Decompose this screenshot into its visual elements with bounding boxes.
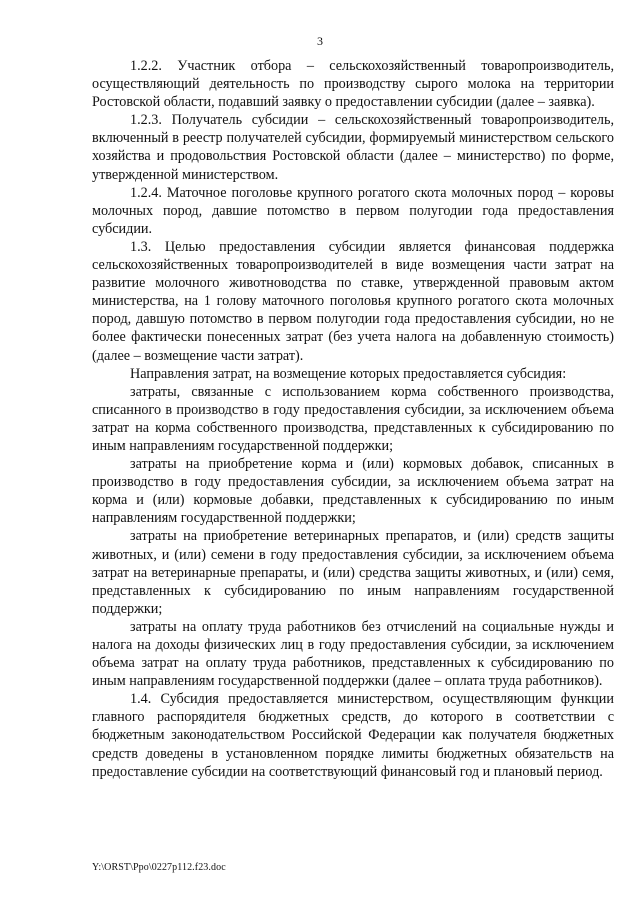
paragraph-purchased-feed-costs: затраты на приобретение корма и (или) кормовых добавок, списанных в производство в году предоставления субсидии, за исключением объема затрат на корма и (или) кормовые добавки, представленных к субсидированию по иным направлениям государственной поддержки;	[92, 456, 614, 527]
document-body	[92, 57, 614, 781]
paragraph-own-feed-costs: затраты, связанные с использованием корма собственного производства, списанного в производство в году предоставления субсидии, за исключением объема затрат на корма собственного производства, представленных к субсидированию по иным направлениям государственной поддержки;	[92, 383, 614, 454]
paragraph-1-4: 1.4. Субсидия предоставляется министерством, осуществляющим функции главного распорядителя бюджетных средств, до которого в соответствии с бюджетным законодательством Российской Федерации как получателя бюджетных средств доведены в установленном порядке лимиты бюджетных обязательств на предоставление субсидии на соответствующий финансовый год и плановый период.	[92, 691, 614, 780]
paragraph-cost-directions: Направления затрат, на возмещение которых предоставляется субсидия:	[130, 365, 567, 382]
paragraph-1-3: 1.3. Целью предоставления субсидии является финансовая поддержка сельскохозяйственных товаропроизводителей в виде возмещения части затрат на развитие молочного животноводства по ставке, утвержденной правовым актом министерства, на 1 голову маточного поголовья крупного рогатого скота молочных пород, давшую потомство в первом полугодии года предоставления субсидии, но не более фактически понесенных затрат (без учета налога на добавленную стоимость) (далее – возмещение части затрат).	[92, 238, 614, 364]
paragraph-veterinary-costs: затраты на приобретение ветеринарных препаратов, и (или) средств защиты животных, и (или) семени в году предоставления субсидии, за исключением объема затрат на ветеринарные препараты, и (или) средства защиты животных, и (или) семя, представленных к субсидированию по иным направлениям государственной поддержки;	[92, 528, 614, 617]
paragraph-labor-costs: затраты на оплату труда работников без отчислений на социальные нужды и налога на доходы физических лиц в году предоставления субсидии, за исключением объема затрат на оплату труда работников, представленных к субсидированию по иным направлениям государственной поддержки (далее – оплата труда работников).	[92, 618, 614, 690]
file-path-footer: Y:\ORST\Ppo\0227p112.f23.doc	[92, 862, 226, 873]
page-number: 3	[317, 34, 323, 48]
paragraph-1-2-2: 1.2.2. Участник отбора – сельскохозяйственный товаропроизводитель, осуществляющий деятельность по производству сырого молока на территории Ростовской области, подавший заявку о предоставлении субсидии (далее – заявка).	[92, 58, 614, 111]
paragraph-1-2-4: 1.2.4. Маточное поголовье крупного рогатого скота молочных пород – коровы молочных пород, давшие потомство в первом полугодии года предоставления субсидии.	[92, 184, 614, 237]
paragraph-1-2-3: 1.2.3. Получатель субсидии – сельскохозяйственный товаропроизводитель, включенный в реестр получателей субсидии, формируемый министерством сельского хозяйства и продовольствия Ростовской области (далее – министерство) по форме, утвержденной министерством.	[92, 112, 614, 183]
